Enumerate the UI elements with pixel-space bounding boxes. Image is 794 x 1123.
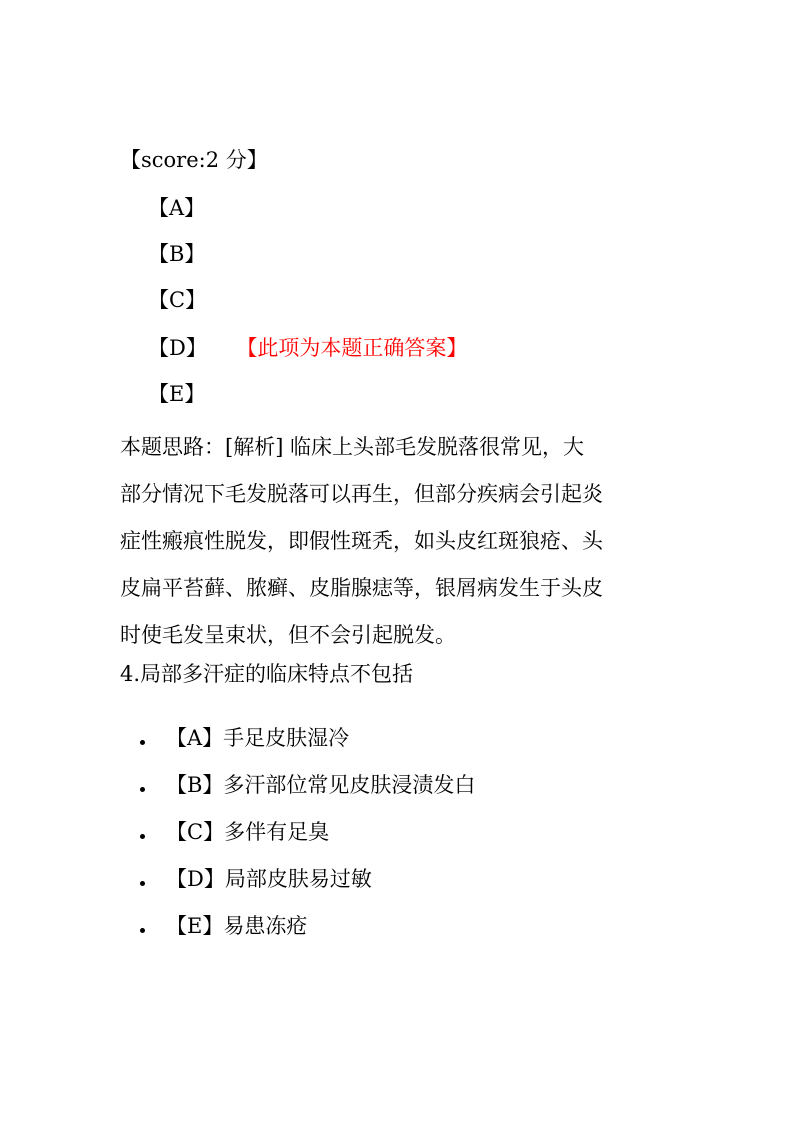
choice-text: 【E】易患冻疮 [166,914,308,938]
explanation-line: 症性瘢痕性脱发，即假性斑秃，如头皮红斑狼疮、头 [120,529,603,553]
explanation-paragraph [120,424,690,659]
answer-option-d: 【D】 [148,336,207,360]
bullet-icon [140,928,145,933]
bullet-icon [140,740,145,745]
answer-option-e: 【E】 [148,382,206,406]
choice-text: 【C】多伴有足臭 [166,820,330,844]
answer-option-d-row [148,336,467,360]
choice-item-b [140,773,475,820]
explanation-line: 部分情况下毛发脱落可以再生，但部分疾病会引起炎 [120,482,603,506]
score-label: 【score:2 分】 [120,148,268,172]
bullet-icon [140,787,145,792]
bullet-icon [140,834,145,839]
correct-answer-marker: 【此项为本题正确答案】 [246,336,468,360]
choice-text: 【A】手足皮肤湿冷 [166,726,350,750]
choice-item-d [140,867,475,914]
answer-option-a: 【A】 [148,196,206,220]
answer-option-b: 【B】 [148,242,206,266]
choice-list [140,726,475,961]
explanation-line: 皮扁平苔藓、脓癣、皮脂腺痣等，银屑病发生于头皮 [120,576,603,600]
choice-item-c [140,820,475,867]
explanation-line: 本题思路：[解析] 临床上头部毛发脱落很常见，大 [120,435,585,459]
question-text: 4.局部多汗症的临床特点不包括 [120,662,414,686]
explanation-line: 时使毛发呈束状，但不会引起脱发。 [120,623,456,647]
choice-item-e [140,914,475,961]
choice-item-a [140,726,475,773]
bullet-icon [140,881,145,886]
choice-text: 【B】多汗部位常见皮肤浸渍发白 [166,773,476,797]
choice-text: 【D】局部皮肤易过敏 [166,867,372,891]
answer-option-c: 【C】 [148,288,207,312]
